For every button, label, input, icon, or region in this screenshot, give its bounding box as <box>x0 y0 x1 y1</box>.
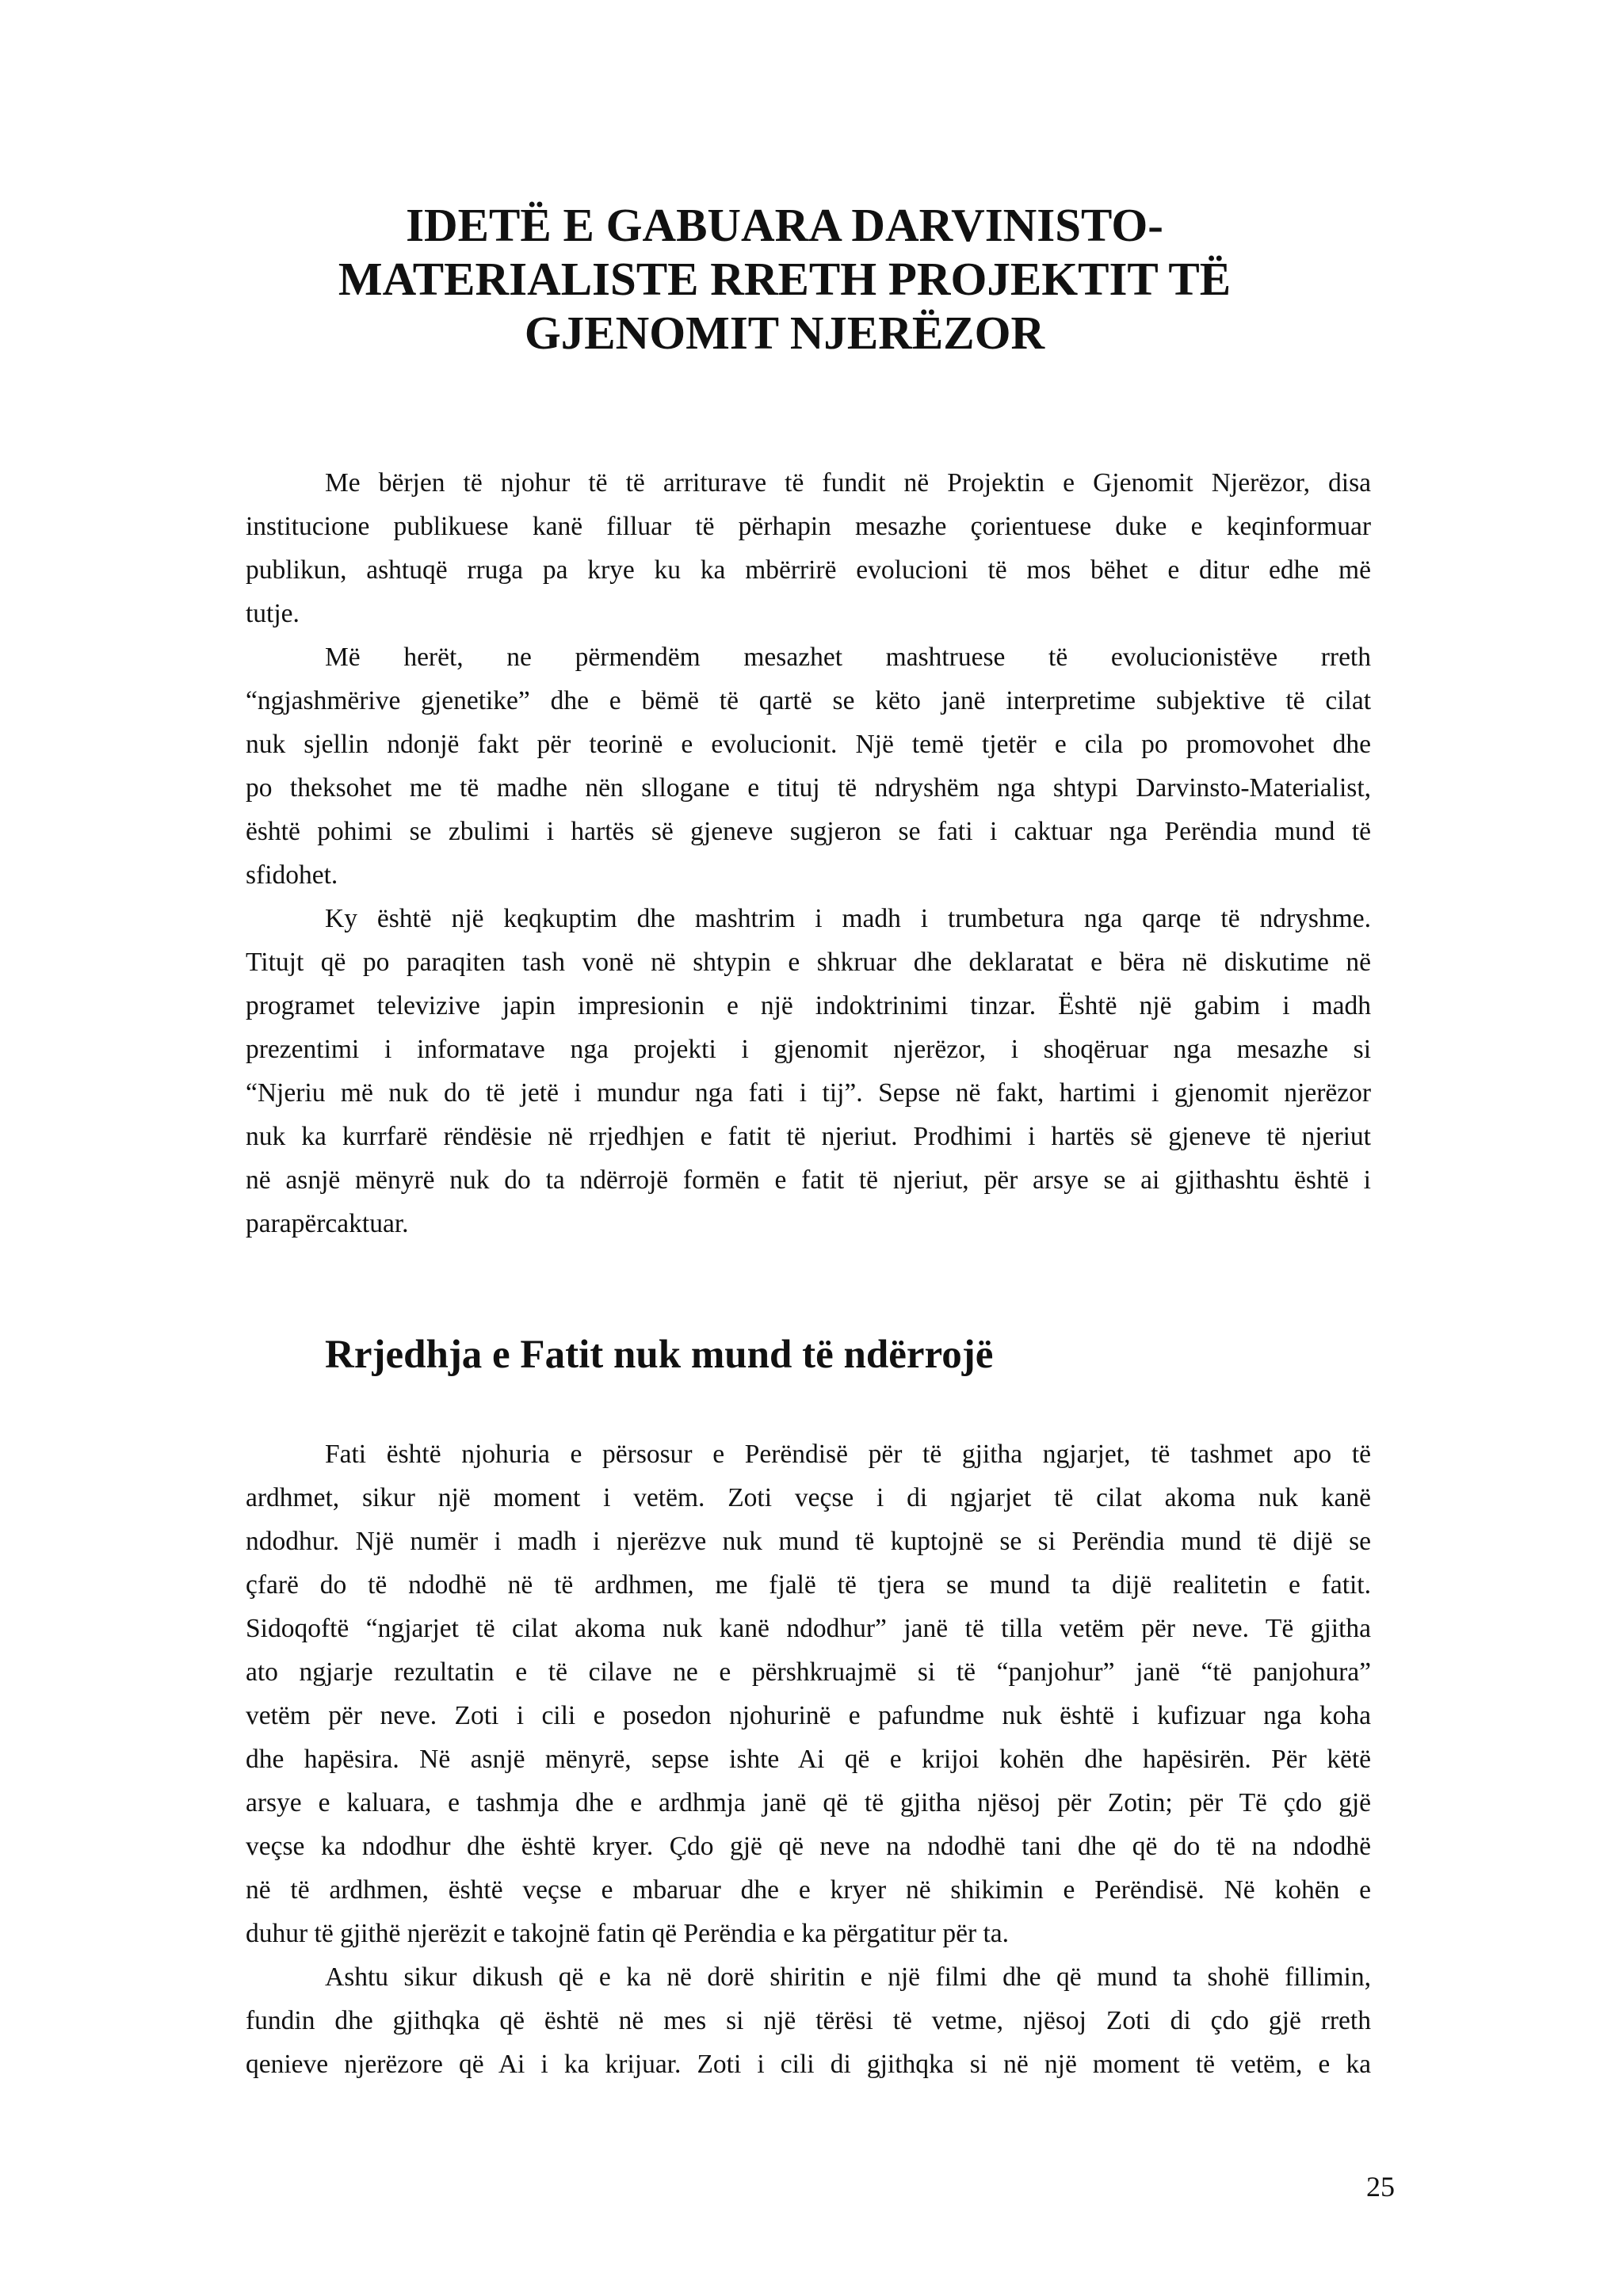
intro-section <box>246 461 1371 1245</box>
text-line: Më herët, ne përmendëm mesazhet mashtruese të evolucionistëve rreth <box>325 643 1371 672</box>
paragraph <box>246 1955 1371 2086</box>
text-line: vetëm për neve. Zoti i cili e posedon njohurinë e pafundme nuk është i kufizuar nga koha <box>246 1701 1371 1730</box>
paragraph <box>246 635 1371 897</box>
text-line: nuk ka kurrfarë rëndësie në rrjedhjen e fatit të njeriut. Prodhimi i hartës së gjeneve të njeriut <box>246 1122 1371 1151</box>
text-line: nuk sjellin ndonjë fakt për teorinë e evolucionit. Një temë tjetër e cila po promovohet dhe <box>246 730 1371 759</box>
title-line: GJENOMIT NJERËZOR <box>524 307 1045 359</box>
text-line: Me bërjen të njohur të të arriturave të fundit në Projektin e Gjenomit Njerëzor, disa <box>325 468 1371 498</box>
text-line: Fati është njohuria e përsosur e Perëndisë për të gjitha ngjarjet, të tashmet apo të <box>325 1440 1371 1469</box>
text-line: po theksohet me të madhe nën sllogane e tituj të ndryshëm nga shtypi Darvinsto-Materialist, <box>246 773 1371 803</box>
paragraph <box>246 1432 1371 1955</box>
text-line: publikun, ashtuqë rruga pa krye ku ka mbërrirë evolucioni të mos bëhet e ditur edhe më <box>246 555 1371 585</box>
paragraph <box>246 897 1371 1245</box>
title-line: IDETË E GABUARA DARVINISTO- <box>406 199 1163 251</box>
text-line: institucione publikuese kanë filluar të përhapin mesazhe çorientuese duke e keqinformuar <box>246 512 1371 541</box>
text-line: sfidohet. <box>246 860 338 890</box>
text-line: arsye e kaluara, e tashmja dhe e ardhmja janë që të gjitha njësoj për Zotin; për Të çdo gjë <box>246 1788 1371 1817</box>
text-line: veçse ka ndodhur dhe është kryer. Çdo gjë që neve na ndodhë tani dhe që do të na ndodhë <box>246 1832 1371 1861</box>
text-line: Ashtu sikur dikush që e ka në dorë shiritin e një filmi dhe që mund ta shohë fillimin, <box>325 1962 1371 1992</box>
text-line: Sidoqoftë “ngjarjet të cilat akoma nuk kanë ndodhur” janë të tilla vetëm për neve. Të gjitha <box>246 1614 1371 1643</box>
text-line: parapërcaktuar. <box>246 1209 409 1238</box>
text-line: prezentimi i informatave nga projekti i gjenomit njerëzor, i shoqëruar nga mesazhe si <box>246 1035 1371 1064</box>
text-line: Titujt që po paraqiten tash vonë në shtypin e shkruar dhe deklaratat e bëra në diskutime në <box>246 948 1371 977</box>
text-line: Ky është një keqkuptim dhe mashtrim i madh i trumbetura nga qarqe të ndryshme. <box>325 904 1371 933</box>
page-number: 25 <box>1366 2171 1395 2203</box>
text-line: “ngjashmërive gjenetike” dhe e bëmë të qartë se këto janë interpretime subjektive të cilat <box>246 686 1371 715</box>
text-line: fundin dhe gjithqka që është në mes si një tërësi të vetme, njësoj Zoti di çdo gjë rreth <box>246 2006 1371 2035</box>
page-title <box>301 198 1268 360</box>
text-line: programet televizive japin impresionin e një indoktrinimi tinzar. Është një gabim i madh <box>246 991 1371 1020</box>
text-line: në të ardhmen, është veçse e mbaruar dhe e kryer në shikimin e Perëndisë. Në kohën e <box>246 1875 1371 1905</box>
text-line: çfarë do të ndodhë në të ardhmen, me fjalë të tjera se mund ta dijë realitetin e fatit. <box>246 1570 1371 1600</box>
paragraph <box>246 461 1371 635</box>
text-line: tutje. <box>246 599 300 628</box>
section-heading: Rrjedhja e Fatit nuk mund të ndërrojë <box>325 1333 994 1377</box>
text-line: është pohimi se zbulimi i hartës së gjeneve sugjeron se fati i caktuar nga Perëndia mund të <box>246 817 1371 846</box>
title-line: MATERIALISTE RRETH PROJEKTIT TË <box>338 253 1232 305</box>
text-line: “Njeriu më nuk do të jetë i mundur nga fati i tij”. Sepse në fakt, hartimi i gjenomit njerëzor <box>246 1078 1371 1108</box>
text-line: ardhmet, sikur një moment i vetëm. Zoti veçse i di ngjarjet të cilat akoma nuk kanë <box>246 1483 1371 1512</box>
text-line: ndodhur. Një numër i madh i njerëzve nuk mund të kuptojnë se si Perëndia mund të dijë se <box>246 1527 1371 1556</box>
text-line: duhur të gjithë njerëzit e takojnë fatin që Perëndia e ka përgatitur për ta. <box>246 1919 1010 1948</box>
text-line: qenieve njerëzore që Ai i ka krijuar. Zoti i cili di gjithqka si në një moment të vetëm, e ka <box>246 2050 1371 2079</box>
fate-section <box>246 1432 1371 2086</box>
text-line: në asnjë mënyrë nuk do ta ndërrojë formën e fatit të njeriut, për arsye se ai gjithashtu është i <box>246 1165 1371 1195</box>
text-line: dhe hapësira. Në asnjë mënyrë, sepse ishte Ai që e krijoi kohën dhe hapësirën. Për këtë <box>246 1745 1371 1774</box>
text-line: ato ngjarje rezultatin e të cilave ne e përshkruajmë si të “panjohur” janë “të panjohura” <box>246 1657 1371 1687</box>
